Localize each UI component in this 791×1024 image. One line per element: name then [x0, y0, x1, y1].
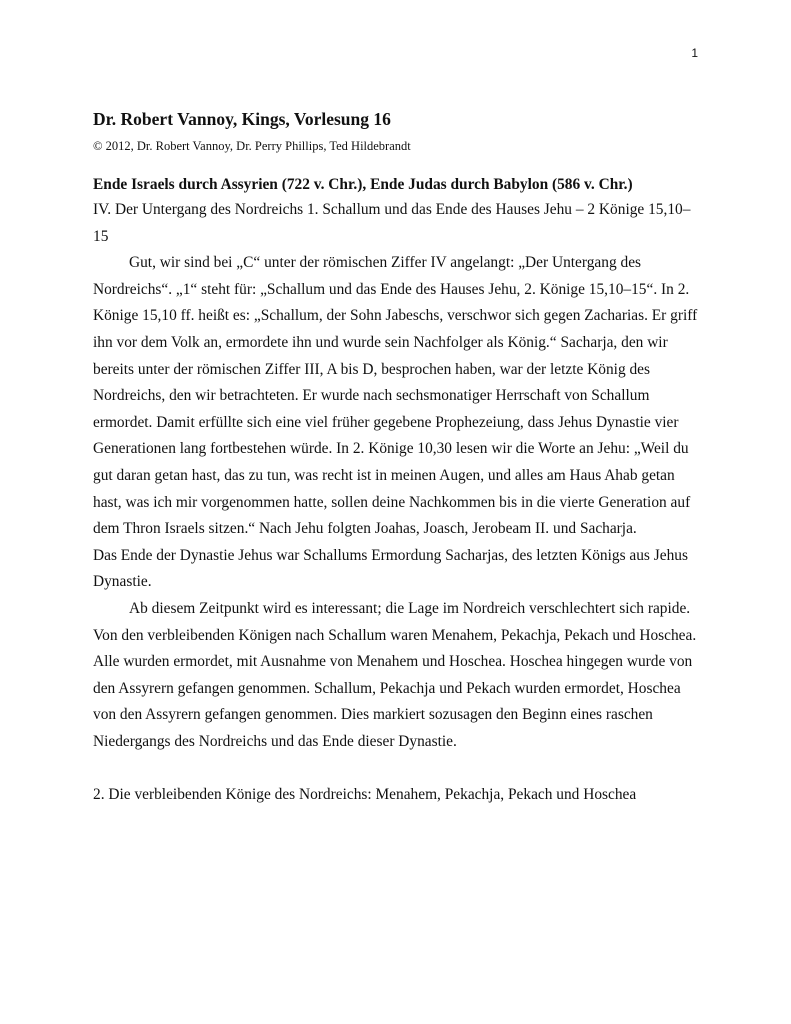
next-section-heading: 2. Die verbleibenden Könige des Nordreichs: Menahem, Pekachja, Pekach und Hoschea — [93, 786, 637, 804]
paragraph-2: Das Ende der Dynastie Jehus war Schallums Ermordung Sacharjas, des letzten Königs aus Jehus Dynastie. — [93, 546, 688, 591]
page-number: 1 — [691, 46, 698, 60]
copyright-line: © 2012, Dr. Robert Vannoy, Dr. Perry Phillips, Ted Hildebrandt — [93, 139, 411, 153]
paragraph-1: Gut, wir sind bei „C“ unter der römischen Ziffer IV angelangt: „Der Untergang des Nordreichs“. „1“ steht für: „Schallum und das Ende des Hauses Jehu, 2. Könige 15,10–15“. In 2. Könige 15,10 ff. heißt es: „Schallum, der Sohn Jabeschs, verschwor sich gegen Zacharias. Er griff ihn vor dem Volk an, ermordete ihn und wurde sein Nachfolger als König.“ Sacharja, den wir bereits unter der römischen Ziffer III, A bis D, besprochen haben, war der letzte König des Nordreichs, den wir betrachteten. Er wurde nach sechsmonatiger Herrschaft von Schallum ermordet. Damit erfüllte sich eine viel früher gegebene Prophezeiung, dass Jehus Dynastie vier Generationen lang fortbestehen würde. In 2. Könige 10,30 lesen wir die Worte an Jehu: „Weil du gut daran getan hast, das zu tun, was recht ist in meinen Augen, und alles am Haus Ahab getan hast, was ich mir vorgenommen hatte, sollen deine Nachkommen bis in die vierte Generation auf dem Thron Israels sitzen.“ Nach Jehu folgten Joahas, Joasch, Jerobeam II. und Sacharja. — [93, 254, 698, 538]
paragraph-3: Ab diesem Zeitpunkt wird es interessant; die Lage im Nordreich verschlechtert sich rapide. Von den verbleibenden Königen nach Schallum waren Menahem, Pekachja, Pekach und Hoschea. Alle wurden ermordet, mit Ausnahme von Menahem und Hoschea. Hoschea hingegen wurde von den Assyrern gefangen genommen. Schallum, Pekachja und Pekach wurden ermordet, Hoschea von den Assyrern gefangen genommen. Dies markiert sozusagen den Beginn eines raschen Niedergangs des Nordreichs und das Ende dieser Dynastie. — [93, 599, 697, 750]
document-subtitle: Ende Israels durch Assyrien (722 v. Chr.), Ende Judas durch Babylon (586 v. Chr.) — [93, 176, 633, 193]
document-title: Dr. Robert Vannoy, Kings, Vorlesung 16 — [93, 109, 391, 129]
paragraph-spacer — [93, 755, 705, 782]
document-body — [93, 108, 705, 809]
section-heading: IV. Der Untergang des Nordreichs 1. Schallum und das Ende des Hauses Jehu – 2 Könige 15,10–15 — [93, 201, 691, 245]
